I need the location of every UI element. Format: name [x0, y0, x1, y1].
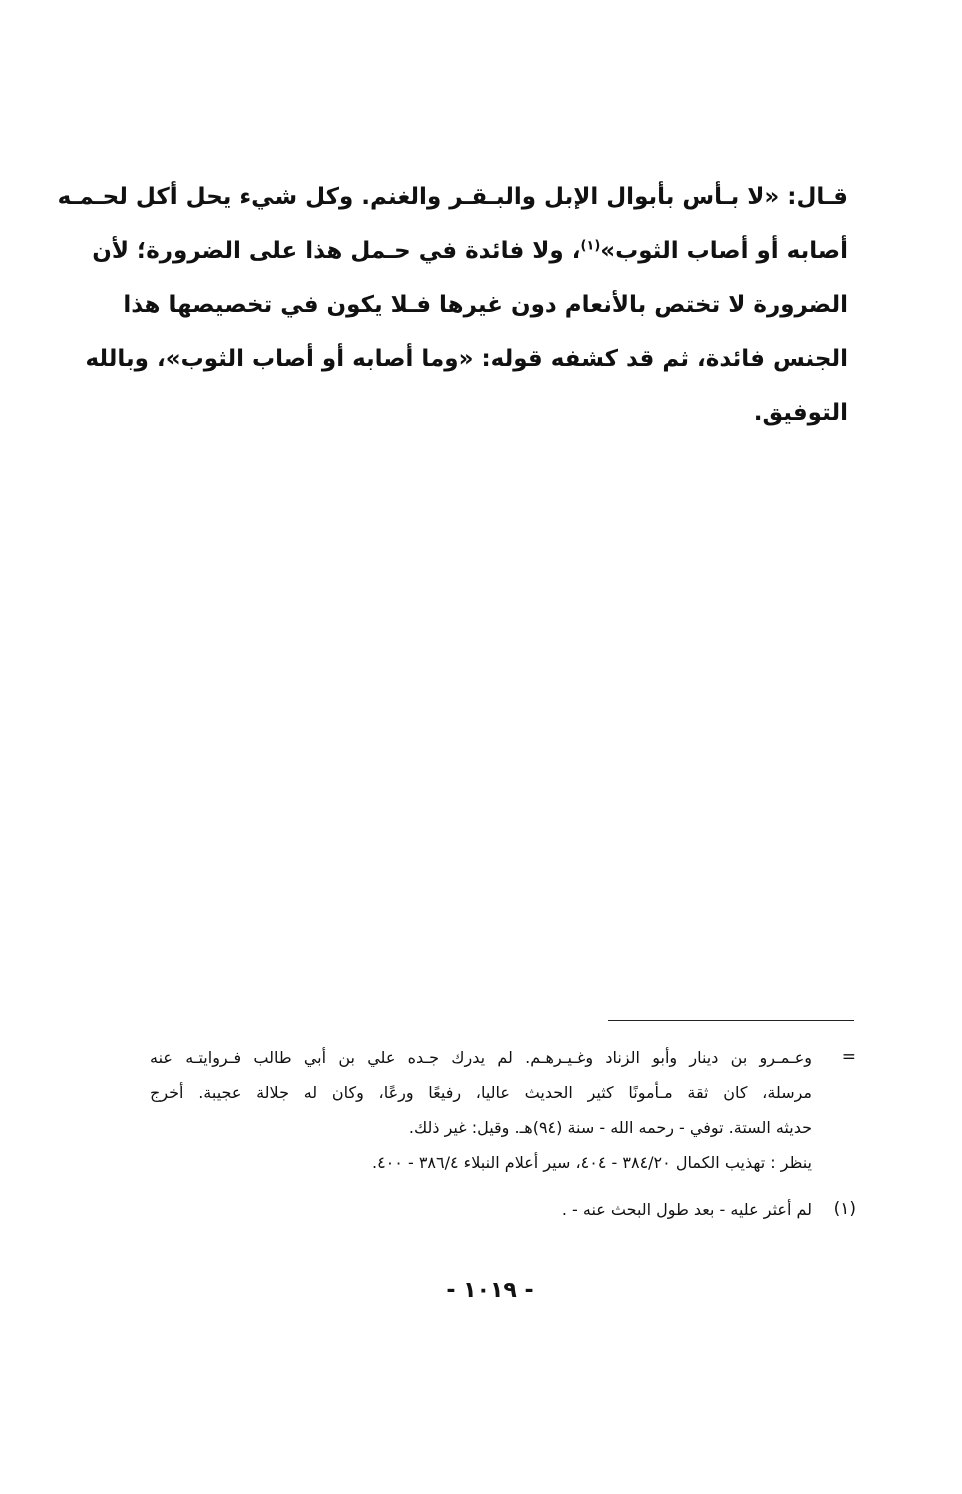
footnote-line: حديثه الستة. توفي - رحمه الله - سنة (٩٤)هـ. وقيل: غير ذلك. [408, 1118, 812, 1137]
footnote-continuation [150, 1040, 860, 1180]
main-text-line: الجنس فائدة، ثم قد كشفه قوله: «وما أصابه أو أصاب الثوب»، وبالله [85, 346, 848, 372]
footnote-line: مرسلة، كان ثقة مـأمونًا كثير الحديث عاليا، رفيعًا ورعًا، وكان له جلالة عجيبة. أخرج [150, 1083, 812, 1102]
main-text-segment: أصابه أو أصاب الثوب» [600, 238, 848, 264]
footnote-text: لم أعثر عليه - بعد طول البحث عنه - . [561, 1200, 812, 1219]
footnote-1 [150, 1192, 860, 1227]
footnote-number: (١) [833, 1199, 856, 1219]
footnote-separator [608, 1020, 854, 1021]
continuation-marker: = [841, 1047, 856, 1067]
page-number: - ١٠١٩ - [446, 1278, 534, 1303]
main-paragraph [57, 170, 848, 440]
footnote-reference[interactable]: (١) [580, 238, 601, 254]
main-text-line: التوفيق. [753, 400, 848, 426]
footnote-line: وعـمـرو بن دينار وأبو الزناد وغـيـرهـم. لم يدرك جـده علي بن أبي طالب فـروايتـه عنه [150, 1048, 812, 1067]
footnote-line: ينظر : تهذيب الكمال ٣٨٤/٢٠ - ٤٠٤، سير أعلام النبلاء ٣٨٦/٤ - ٤٠٠. [371, 1153, 812, 1172]
main-text-line [92, 224, 848, 278]
main-text-segment: ، ولا فائدة في حـمل هذا على الضرورة؛ لأن [92, 238, 581, 264]
main-text-line: قـال: «لا بـأس بأبوال الإبل والبـقـر والغنم. وكل شيء يحل أكل لحـمـه [57, 184, 848, 210]
main-text-line: الضرورة لا تختص بالأنعام دون غيرها فـلا يكون في تخصيصها هذا [123, 292, 848, 318]
footnotes-section [150, 1040, 860, 1227]
